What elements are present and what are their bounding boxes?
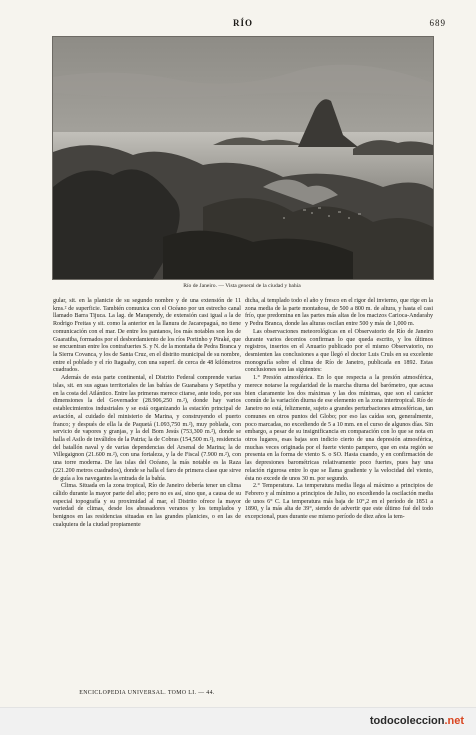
page-title: RÍO bbox=[232, 18, 254, 28]
page-header bbox=[40, 18, 446, 32]
photo-caption: Río de Janeiro. — Vista general de la ciudad y bahía bbox=[183, 283, 301, 289]
watermark-brand: todocoleccion bbox=[369, 715, 445, 727]
watermark-logo bbox=[370, 715, 464, 727]
paragraph: Las observaciones meteorológicas en el Observatorio de Río de Janeiro durante varios decenios confirman lo que queda escrito, y los últimos registros, insertos en el Anuario publicado por el mismo Observatorio, no desmienten las conclusiones a que llegó el doctor Luis Cruls en su excelente monografía sobre el clima de Río de Janeiro, publicada en 1892. Estas conclusiones son las siguientes: bbox=[245, 328, 433, 374]
text-column-left bbox=[53, 298, 241, 530]
paragraph: dicha, al templado todo el año y fresco en el rigor del invierno, que rige en la zona media de la parte montañosa, de 500 a 800 m. de altura, y hasta el casi frío, que predomina en las partes más altas de los macizos Carioca-Andarahy y Pedra Branca, donde las alturas oscilan entre 500 y más de 1,000 m. bbox=[245, 298, 433, 328]
paragraph: gular, sit. en la planicie de su segundo nombre y de una extensión de 11 kms.² de superficie. También comunica con el Océano por un estrecho canal llamado Barra Tijuca. La lag. de Marapendy, de extensión casi igual a la de Rodrigo Freitas y sit. como la anterior en la llanura de Jacarepaguá, no tiene comunicación con el mar. De entre los pantanos, los más notables son los de Guaratiba, formados por el desbordamiento de los ríos Portinho y Piraké, que se encuentran entre los contrafuertes S. y N. de la montaña de Pedra Branca y la Sierra Covanca, y los de Santa Cruz, en el distrito municipal de su nombre, entre el poblado y el río Itaguahy, con una superf. de cerca de 48 kilómetros cuadrados. bbox=[53, 298, 241, 374]
watermark-banner bbox=[0, 707, 476, 735]
photo-illustration bbox=[53, 37, 433, 279]
city-bay-photo bbox=[52, 36, 434, 280]
page-footer: ENCICLOPEDIA UNIVERSAL. TOMO LI. — 44. bbox=[79, 690, 215, 696]
paragraph: 1.° Presión atmosférica. En lo que respecta a la presión atmosférica, merece notarse la regularidad de la marcha diurna del barómetro, que acusa bien claramente los dos máximas y las dos mínimas, que son el carácter común de la variación diurna de ese elemento en la zona intertropical. Río de Janeiro no está, felizmente, sujeto a grandes perturbaciones atmosféricas, tan comunes en otros puntos del Globo; por eso las caídas son, generalmente, poco marcadas, no excediendo de 5 a 10 mm. en el curso de algunos días. Sin embargo, a pesar de su insignificancia en comparación con lo que se nota en otros lugares, esas bajas son indicio cierto de una depresión atmosférica, muchas veces originada por el fuerte viento pampero, que en esta región se presenta en la forma de viento S. o SO. Hasta cuando, y en confirmación de las depresiones barométricas relativamente poco fuertes, pues hay una relación rigurosa entre lo que se llama gradiente y la velocidad del viento, ésta no excede de unos 30 m. por segundo. bbox=[245, 375, 433, 482]
text-column-right bbox=[245, 298, 433, 522]
paragraph: Clima. Situada en la zona tropical, Río de Janeiro debería tener un clima cálido durante la mayor parte del año; pero no es así, sino que, a causa de su especial topografía y su proximidad al mar, el Distrito ofrece la mayor variedad de climas, desde los abrasadores veranos y los templados y benignos en las residencias situadas en las grandes planicies, o en las de cualquiera de la ciudad propiamente bbox=[53, 483, 241, 528]
paragraph: 2.° Temperatura. La temperatura media llega al máximo a principios de Febrero y al mínimo a principios de Julio, no excediendo la oscilación media de unos 6° C. La temperatura más baja de 10°,2 en el período de 1851 a 1890, y la más alta de 39°, siendo de advertir que este último fué del todo excepcional, pues durante ese mismo período de diez años la tem- bbox=[245, 483, 433, 521]
watermark-tld: .net bbox=[444, 715, 464, 727]
paragraph: Además de esta parte continental, el Distrito Federal comprende varias islas, sit. en sus aguas territoriales de las bahías de Guanabara y Sepetiba y en la costa del Atlántico. Entre las primeras merece citarse, ante todo, por sus dimensiones la del Governador (28.906,250 m.²), donde hay varios establecimientos industriales y se está organizando la estación principal de aviación, al cuidado del ministerio de Marina, y construyendo el puerto franco; y después de ella la de Paquetá (1.093,750 m.²), muy poblada, con servicio de vapores y granjas, y la del Bom Jesús (753,300 m.²), donde se halla el Asilo de inválidos de la Patria; la de Cobras (154,500 m.²), residencia del batallón naval y de varias dependencias del Arsenal de Marina; la de Villegaignon (21.600 m.²), con una fortaleza, y la de Fiscal (7.900 m.²), con una torre moderna. De las islas del Océano, la más notable es la Raza (221.200 metros cuadrados), donde se halla el faro de primera clase que sirve de guía a los navegantes la entrada de la bahía. bbox=[53, 375, 241, 482]
page-number: 689 bbox=[429, 18, 446, 28]
